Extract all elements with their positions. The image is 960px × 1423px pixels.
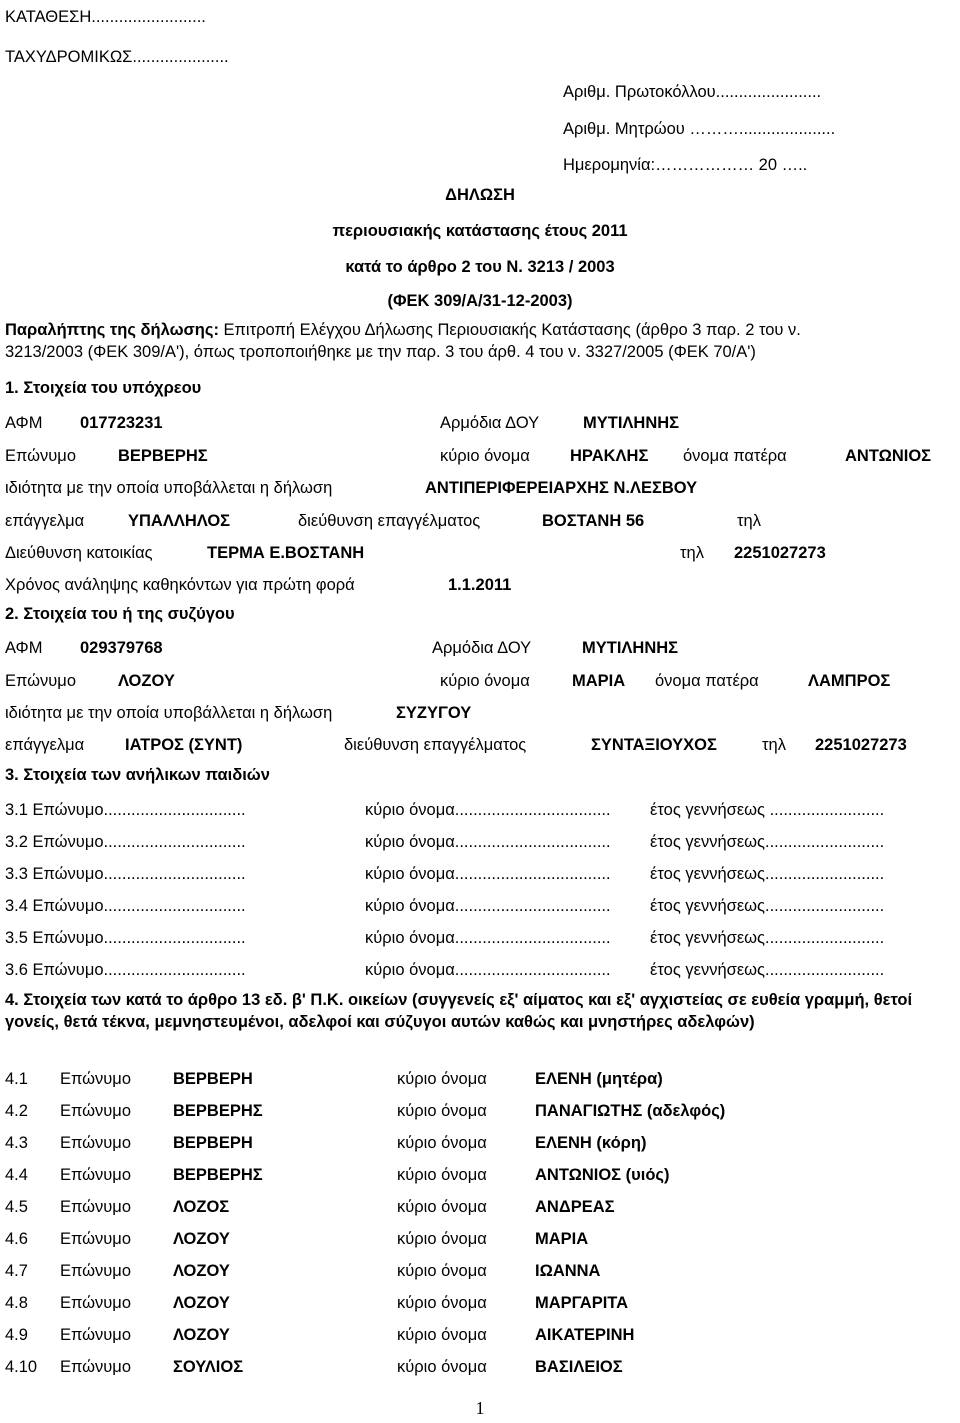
s4-surname-label: Επώνυμο (60, 1294, 131, 1312)
s1-start-label: Χρόνος ανάληψης καθηκόντων για πρώτη φορά (5, 576, 355, 594)
s4-surname-value: ΛΟΖΟΥ (173, 1262, 230, 1280)
receiver-text-1: Επιτροπή Ελέγχου Δήλωσης Περιουσιακής Κατάστασης (άρθρο 3 παρ. 2 του ν. (218, 321, 801, 339)
s4-row-number: 4.7 (5, 1262, 28, 1280)
s4-surname-value: ΒΕΡΒΕΡΗ (173, 1070, 253, 1088)
s4-row-number: 4.1 (5, 1070, 28, 1088)
s1-father-label: όνομα πατέρα (683, 447, 787, 465)
s4-row-number: 4.8 (5, 1294, 28, 1312)
s3-row-surname: 3.2 Επώνυμο............................... (5, 833, 246, 851)
s2-name-value: ΜΑΡΙΑ (572, 672, 626, 690)
s1-profession-label: επάγγελμα (5, 512, 85, 530)
s3-row-surname: 3.3 Επώνυμο............................... (5, 865, 246, 883)
s3-row-name: κύριο όνομα.................................. (365, 801, 611, 819)
s1-doy-value: ΜΥΤΙΛΗΝΗΣ (583, 414, 680, 432)
katathesi-line: ΚΑΤΑΘΕΣΗ......................... (5, 8, 206, 26)
s1-name-label: κύριο όνομα (440, 447, 530, 465)
s3-row-birth-year: έτος γεννήσεως.......................... (650, 833, 885, 851)
s2-surname-value: ΛΟΖΟΥ (118, 672, 175, 690)
s1-home-address-value: ΤΕΡΜΑ Ε.ΒΟΣΤΑΝΗ (207, 544, 365, 562)
s2-afm-value: 029379768 (80, 639, 163, 657)
s3-row-surname: 3.5 Επώνυμο............................... (5, 929, 246, 947)
s4-name-value: ΜΑΡΙΑ (535, 1230, 589, 1248)
registry-number-line: Αριθμ. Μητρώου ………..................... (563, 120, 836, 138)
s4-name-label: κύριο όνομα (397, 1070, 487, 1088)
doc-title: ΔΗΛΩΣΗ (445, 186, 515, 204)
receiver-label: Παραλήπτης της δήλωσης: (5, 321, 219, 339)
s4-row-number: 4.10 (5, 1358, 38, 1376)
s3-row-name: κύριο όνομα.................................. (365, 833, 611, 851)
s1-doy-label: Αρμόδια ΔΟΥ (440, 414, 540, 432)
protocol-number-line: Αριθμ. Πρωτοκόλλου....................... (563, 83, 822, 101)
s2-doy-label: Αρμόδια ΔΟΥ (432, 639, 532, 657)
s4-name-label: κύριο όνομα (397, 1294, 487, 1312)
s4-surname-value: ΒΕΡΒΕΡΗΣ (173, 1166, 263, 1184)
s1-profession-value: ΥΠΑΛΛΗΛΟΣ (128, 512, 231, 530)
s4-row-number: 4.6 (5, 1230, 28, 1248)
s4-name-value: ΑΝΤΩΝΙΟΣ (υιός) (535, 1166, 670, 1184)
s4-surname-label: Επώνυμο (60, 1166, 131, 1184)
s2-work-phone-value: 2251027273 (815, 736, 907, 754)
s2-profession-label: επάγγελμα (5, 736, 85, 754)
s4-surname-value: ΛΟΖΟΥ (173, 1294, 230, 1312)
s4-surname-value: ΣΟΥΛΙΟΣ (173, 1358, 244, 1376)
s4-name-value: ΠΑΝΑΓΙΩΤΗΣ (αδελφός) (535, 1102, 726, 1120)
s4-name-value: ΙΩΑΝΝΑ (535, 1262, 601, 1280)
s3-row-name: κύριο όνομα.................................. (365, 897, 611, 915)
s1-work-address-label: διεύθυνση επαγγέλματος (298, 512, 481, 530)
s3-row-name: κύριο όνομα.................................. (365, 865, 611, 883)
s1-surname-value: ΒΕΡΒΕΡΗΣ (118, 447, 208, 465)
s4-surname-label: Επώνυμο (60, 1070, 131, 1088)
s4-row-number: 4.3 (5, 1134, 28, 1152)
receiver-text-2: 3213/2003 (ΦΕΚ 309/Α'), όπως τροποποιήθηκε με την παρ. 3 του άρθ. 4 του ν. 3327/2005 (ΦΕΚ 70/Α') (5, 342, 756, 361)
doc-subtitle-3: (ΦΕΚ 309/Α/31-12-2003) (387, 292, 573, 310)
s2-name-label: κύριο όνομα (440, 672, 530, 690)
section4-heading: 4. Στοιχεία των κατά το άρθρο 13 εδ. β' Π.Κ. οικείων (συγγενείς εξ' αίματος και εξ' αγχιστείας σε ευθεία γραμμή, θετοί γονείς, θετά τέκνα, μεμνηστευμένοι, αδελφοί και σύζυγοι αυτών καθώς και μνηστήρες αδελφών) (5, 991, 913, 1031)
s1-afm-value: 017723231 (80, 414, 163, 432)
s1-capacity-label: ιδιότητα με την οποία υποβάλλεται η δήλωση (5, 479, 333, 497)
s3-row-birth-year: έτος γεννήσεως ......................... (650, 801, 885, 819)
receiver-paragraph (5, 320, 957, 363)
s4-name-label: κύριο όνομα (397, 1166, 487, 1184)
s3-row-birth-year: έτος γεννήσεως.......................... (650, 961, 885, 979)
s4-surname-value: ΛΟΖΟΣ (173, 1198, 230, 1216)
s3-row-name: κύριο όνομα.................................. (365, 961, 611, 979)
section3-heading: 3. Στοιχεία των ανήλικων παιδιών (5, 766, 270, 784)
section1-heading: 1. Στοιχεία του υπόχρεου (5, 379, 202, 397)
page-number: 1 (475, 1398, 485, 1418)
s1-home-phone-label: τηλ (680, 544, 704, 562)
s4-name-value: ΑΝΔΡΕΑΣ (535, 1198, 615, 1216)
s4-name-value: ΕΛΕΝΗ (κόρη) (535, 1134, 647, 1152)
s4-name-label: κύριο όνομα (397, 1198, 487, 1216)
s2-surname-label: Επώνυμο (5, 672, 76, 690)
s2-profession-value: ΙΑΤΡΟΣ (ΣΥΝΤ) (125, 736, 243, 754)
s1-start-value: 1.1.2011 (448, 576, 512, 594)
s4-row-number: 4.5 (5, 1198, 28, 1216)
s2-capacity-value: ΣΥΖΥΓΟΥ (396, 704, 472, 722)
s1-name-value: ΗΡΑΚΛΗΣ (570, 447, 649, 465)
s4-surname-value: ΛΟΖΟΥ (173, 1230, 230, 1248)
s4-surname-value: ΒΕΡΒΕΡΗ (173, 1134, 253, 1152)
s4-surname-value: ΒΕΡΒΕΡΗΣ (173, 1102, 263, 1120)
s3-row-birth-year: έτος γεννήσεως.......................... (650, 865, 885, 883)
s3-row-surname: 3.6 Επώνυμο............................... (5, 961, 246, 979)
s3-row-birth-year: έτος γεννήσεως.......................... (650, 897, 885, 915)
s4-row-number: 4.9 (5, 1326, 28, 1344)
s4-surname-label: Επώνυμο (60, 1134, 131, 1152)
s1-surname-label: Επώνυμο (5, 447, 76, 465)
s2-doy-value: ΜΥΤΙΛΗΝΗΣ (582, 639, 679, 657)
s4-surname-label: Επώνυμο (60, 1230, 131, 1248)
s1-afm-label: ΑΦΜ (5, 414, 43, 432)
s4-name-label: κύριο όνομα (397, 1358, 487, 1376)
s4-surname-label: Επώνυμο (60, 1358, 131, 1376)
s3-row-birth-year: έτος γεννήσεως.......................... (650, 929, 885, 947)
s1-work-address-value: ΒΟΣΤΑΝΗ 56 (542, 512, 645, 530)
s2-work-address-label: διεύθυνση επαγγέλματος (344, 736, 527, 754)
s4-surname-label: Επώνυμο (60, 1326, 131, 1344)
s2-capacity-label: ιδιότητα με την οποία υποβάλλεται η δήλωση (5, 704, 333, 722)
s4-surname-value: ΛΟΖΟΥ (173, 1326, 230, 1344)
s4-name-label: κύριο όνομα (397, 1230, 487, 1248)
doc-subtitle-2: κατά το άρθρο 2 του Ν. 3213 / 2003 (345, 258, 615, 276)
s2-work-address-value: ΣΥΝΤΑΞΙΟΥΧΟΣ (591, 736, 717, 754)
s1-father-value: ΑΝΤΩΝΙΟΣ (845, 447, 932, 465)
s2-father-value: ΛΑΜΠΡΟΣ (808, 672, 891, 690)
s4-row-number: 4.4 (5, 1166, 28, 1184)
s2-afm-label: ΑΦΜ (5, 639, 43, 657)
s1-work-phone-label: τηλ (737, 512, 761, 530)
s4-name-label: κύριο όνομα (397, 1262, 487, 1280)
s4-row-number: 4.2 (5, 1102, 28, 1120)
s4-surname-label: Επώνυμο (60, 1262, 131, 1280)
s1-capacity-value: ΑΝΤΙΠΕΡΙΦΕΡΕΙΑΡΧΗΣ Ν.ΛΕΣΒΟΥ (425, 479, 698, 497)
s2-work-phone-label: τηλ (762, 736, 786, 754)
s4-surname-label: Επώνυμο (60, 1102, 131, 1120)
s4-name-label: κύριο όνομα (397, 1134, 487, 1152)
section2-heading: 2. Στοιχεία του ή της συζύγου (5, 605, 235, 623)
s3-row-surname: 3.4 Επώνυμο............................... (5, 897, 246, 915)
taxydromikos-line: ΤΑΧΥΔΡΟΜΙΚΩΣ..................... (5, 48, 229, 66)
s4-name-value: ΒΑΣΙΛΕΙΟΣ (535, 1358, 623, 1376)
s1-home-address-label: Διεύθυνση κατοικίας (5, 544, 153, 562)
s4-name-value: ΕΛΕΝΗ (μητέρα) (535, 1070, 663, 1088)
s4-name-value: ΜΑΡΓΑΡΙΤΑ (535, 1294, 629, 1312)
doc-subtitle-1: περιουσιακής κατάστασης έτους 2011 (332, 222, 628, 240)
s4-name-label: κύριο όνομα (397, 1102, 487, 1120)
s3-row-name: κύριο όνομα.................................. (365, 929, 611, 947)
s2-father-label: όνομα πατέρα (655, 672, 759, 690)
s3-row-surname: 3.1 Επώνυμο............................... (5, 801, 246, 819)
s4-name-label: κύριο όνομα (397, 1326, 487, 1344)
date-line: Ημερομηνία:……………… 20 ….. (563, 156, 808, 174)
s1-home-phone-value: 2251027273 (734, 544, 826, 562)
s4-name-value: ΑΙΚΑΤΕΡΙΝΗ (535, 1326, 635, 1344)
s4-surname-label: Επώνυμο (60, 1198, 131, 1216)
